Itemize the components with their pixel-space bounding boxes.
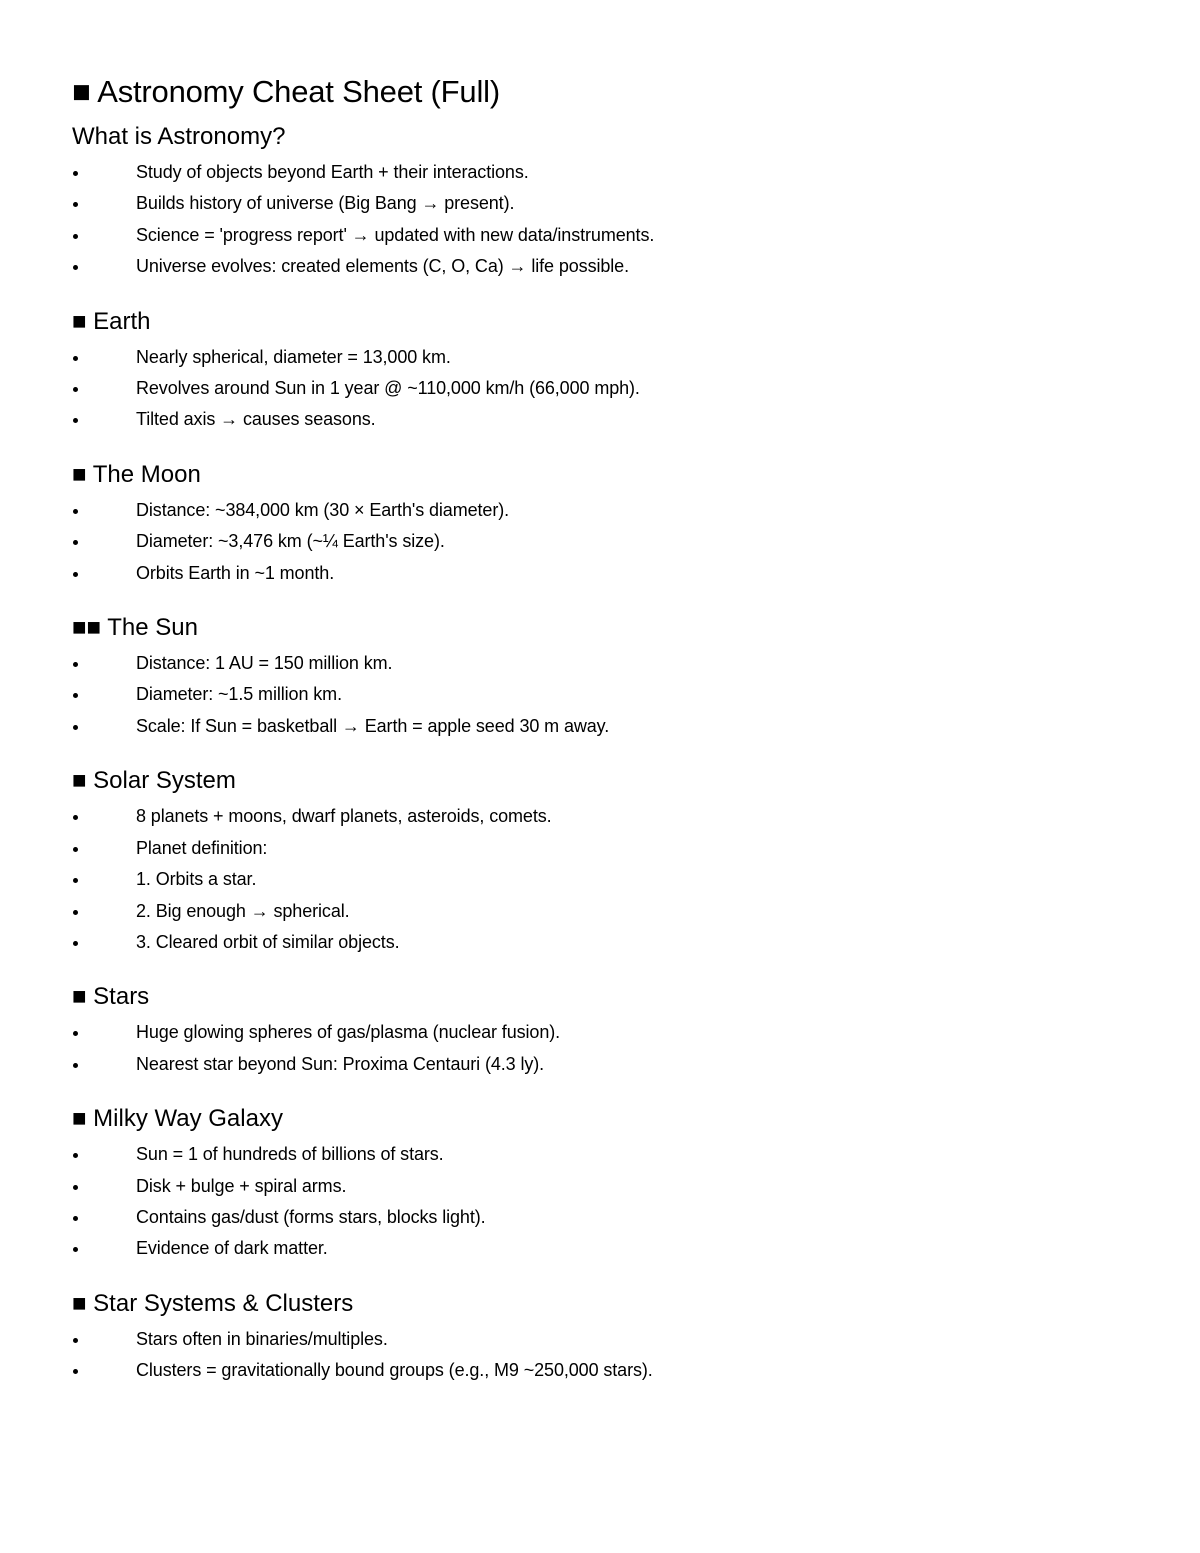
- list-item: [72, 833, 1200, 864]
- section-5: [72, 982, 1200, 1080]
- list-item: [72, 864, 1200, 895]
- section-1: [72, 307, 1200, 436]
- section-heading: ■ Star Systems & Clusters: [72, 1289, 354, 1317]
- list-item-text: Study of objects beyond Earth + their interactions.: [136, 162, 529, 182]
- list-item: [72, 927, 1200, 958]
- list-item-text: Nearly spherical, diameter = 13,000 km.: [136, 346, 451, 367]
- list-item: [72, 157, 1200, 188]
- section-3: [72, 613, 1200, 742]
- section-heading: ■ Solar System: [72, 767, 236, 795]
- list-item-text: Distance: 1 AU = 150 million km.: [136, 653, 393, 674]
- list-item: [72, 1049, 1200, 1080]
- list-item-text: Contains gas/dust (forms stars, blocks light).: [136, 1206, 486, 1227]
- list-item-text: Distance: ~384,000 km (30 × Earth's diameter).: [136, 499, 510, 520]
- bullet-dot-icon: [73, 387, 78, 392]
- bullet-dot-icon: [73, 356, 78, 361]
- list-item-text: 1. Orbits a star.: [136, 869, 257, 890]
- section-6: [72, 1104, 1200, 1265]
- list-item: [72, 1017, 1200, 1048]
- bullet-dot-icon: [73, 509, 78, 514]
- section-heading: What is Astronomy?: [72, 123, 286, 150]
- bullet-dot-icon: [73, 1216, 78, 1221]
- list-item: [72, 896, 1200, 927]
- bullet-list: [72, 157, 1200, 283]
- list-item: [72, 495, 1200, 526]
- list-item: [72, 1139, 1200, 1170]
- section-heading: ■ Milky Way Galaxy: [72, 1105, 283, 1133]
- bullet-list: [72, 1324, 1200, 1387]
- bullet-dot-icon: [73, 910, 78, 915]
- bullet-dot-icon: [73, 418, 78, 423]
- bullet-dot-icon: [73, 1063, 78, 1068]
- list-item: [72, 648, 1200, 679]
- section-4: [72, 766, 1200, 958]
- bullet-dot-icon: [73, 572, 78, 577]
- bullet-list: [72, 1017, 1200, 1080]
- list-item: [72, 1202, 1200, 1233]
- list-item-text: 8 planets + moons, dwarf planets, asteroids, comets.: [136, 806, 552, 827]
- list-item: [72, 801, 1200, 832]
- list-item-text: Revolves around Sun in 1 year @ ~110,000 km/h (66,000 mph).: [136, 378, 640, 399]
- list-item-text: Science = 'progress report' → updated with new data/instruments.: [136, 224, 655, 245]
- list-item: [72, 188, 1200, 219]
- bullet-dot-icon: [73, 265, 78, 270]
- bullet-dot-icon: [73, 662, 78, 667]
- bullet-dot-icon: [73, 847, 78, 852]
- section-heading: ■ Stars: [72, 983, 150, 1011]
- list-item-text: Builds history of universe (Big Bang → present).: [136, 193, 515, 214]
- bullet-list: [72, 495, 1200, 589]
- list-item-text: Stars often in binaries/multiples.: [136, 1328, 388, 1349]
- bullet-dot-icon: [73, 815, 78, 820]
- list-item: [72, 679, 1200, 710]
- list-item-text: Evidence of dark matter.: [136, 1238, 328, 1259]
- bullet-dot-icon: [73, 1369, 78, 1374]
- bullet-dot-icon: [73, 202, 78, 207]
- bullet-dot-icon: [73, 1338, 78, 1343]
- bullet-dot-icon: [73, 171, 78, 176]
- bullet-dot-icon: [73, 1247, 78, 1252]
- section-7: [72, 1289, 1200, 1387]
- bullet-list: [72, 342, 1200, 436]
- list-item-text: Disk + bulge + spiral arms.: [136, 1175, 347, 1196]
- list-item-text: Clusters = gravitationally bound groups (e.g., M9 ~250,000 stars).: [136, 1360, 653, 1381]
- list-item-text: Planet definition:: [136, 837, 268, 858]
- list-item-text: Sun = 1 of hundreds of billions of stars.: [136, 1144, 444, 1165]
- list-item: [72, 251, 1200, 282]
- section-heading: ■■ The Sun: [72, 614, 198, 642]
- list-item: [72, 1171, 1200, 1202]
- list-item: [72, 1355, 1200, 1386]
- bullet-dot-icon: [73, 1031, 78, 1036]
- list-item: [72, 558, 1200, 589]
- list-item-text: Diameter: ~1.5 million km.: [136, 684, 342, 705]
- list-item-text: 2. Big enough → spherical.: [136, 900, 350, 921]
- list-item-text: Huge glowing spheres of gas/plasma (nuclear fusion).: [136, 1022, 561, 1043]
- bullet-dot-icon: [73, 941, 78, 946]
- section-2: [72, 460, 1200, 589]
- list-item: [72, 373, 1200, 404]
- bullet-dot-icon: [73, 1185, 78, 1190]
- list-item-text: Orbits Earth in ~1 month.: [136, 562, 335, 583]
- document-title: ■ Astronomy Cheat Sheet (Full): [72, 74, 500, 109]
- bullet-dot-icon: [73, 693, 78, 698]
- bullet-dot-icon: [73, 878, 78, 883]
- bullet-list: [72, 801, 1200, 958]
- section-heading: ■ Earth: [72, 307, 151, 335]
- list-item: [72, 711, 1200, 742]
- list-item-text: 3. Cleared orbit of similar objects.: [136, 931, 400, 952]
- list-item-text: Tilted axis → causes seasons.: [136, 409, 376, 430]
- list-item-text: Nearest star beyond Sun: Proxima Centauri (4.3 ly).: [136, 1053, 545, 1074]
- list-item: [72, 404, 1200, 435]
- bullet-dot-icon: [73, 234, 78, 239]
- bullet-dot-icon: [73, 1153, 78, 1158]
- list-item: [72, 1233, 1200, 1264]
- bullet-dot-icon: [73, 725, 78, 730]
- list-item-text: Diameter: ~3,476 km (~¼ Earth's size).: [136, 531, 445, 552]
- sections-container: [72, 122, 1200, 1387]
- list-item: [72, 526, 1200, 557]
- list-item-text: Universe evolves: created elements (C, O, Ca) → life possible.: [136, 256, 629, 277]
- list-item: [72, 342, 1200, 373]
- list-item-text: Scale: If Sun = basketball → Earth = apple seed 30 m away.: [136, 715, 610, 736]
- bullet-dot-icon: [73, 540, 78, 545]
- section-0: [72, 122, 1200, 283]
- section-heading: ■ The Moon: [72, 460, 201, 488]
- list-item: [72, 220, 1200, 251]
- bullet-list: [72, 648, 1200, 742]
- list-item: [72, 1324, 1200, 1355]
- bullet-list: [72, 1139, 1200, 1265]
